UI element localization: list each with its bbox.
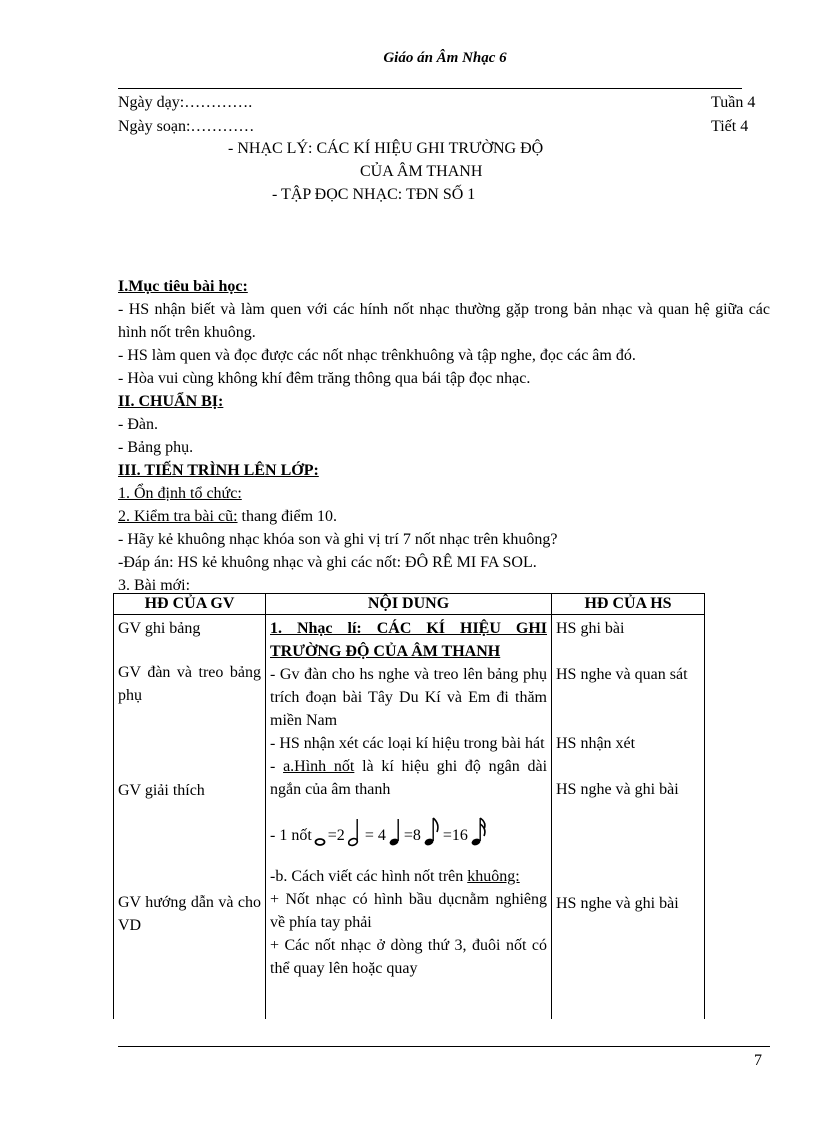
content-column <box>266 615 552 1020</box>
equals-2: =2 <box>327 827 345 844</box>
equals-4: = 4 <box>364 827 386 844</box>
header-divider <box>118 88 742 89</box>
table-header-row <box>114 594 705 615</box>
hs-activity-4: HS nghe và ghi bài <box>556 781 679 798</box>
gv-activity-2: GV đàn và treo bảng phụ <box>118 664 261 704</box>
eighth-note-icon <box>423 815 441 847</box>
notes-prefix: - 1 nốt <box>270 827 312 844</box>
table-row <box>114 615 705 1020</box>
step-2 <box>118 505 770 528</box>
objective-1: - HS nhận biết và làm quen với các hính nốt nhạc thường gặp trong bản nhạc và quan hệ giữa các hình nốt trên khuông. <box>118 301 770 341</box>
header-teacher-activity: HĐ CỦA GV <box>114 594 266 615</box>
footer-divider <box>118 1046 770 1047</box>
content-p5: + Nốt nhạc có hình bầu dụcnằm nghiêng về phía tay phải <box>270 891 547 931</box>
hs-activity-5: HS nghe và ghi bài <box>556 895 679 912</box>
gv-activity-3: GV giải thích <box>118 782 205 799</box>
content-p4: -b. Cách viết các hình nốt trên khuông: <box>270 868 520 885</box>
music-theory-title: 1. Nhạc lí: CÁC KÍ HIỆU GHI TRƯỜNG ĐỘ CỦA ÂM THANH <box>270 620 547 660</box>
content-p2: - HS nhận xét các loại kí hiệu trong bài hát <box>270 735 545 752</box>
lesson-title-line-3: - TẬP ĐỌC NHẠC: TĐN SỐ 1 <box>272 186 476 203</box>
whole-note-icon <box>314 835 326 847</box>
week-number: Tuần 4 <box>711 94 756 111</box>
step-2-label: 2. Kiểm tra bài cũ: <box>118 508 238 525</box>
prep-item-1: - Đàn. <box>118 416 158 433</box>
lesson-plan-table <box>113 593 705 1019</box>
student-activity-column <box>552 615 705 1020</box>
note-shape-term: a.Hình nốt <box>283 758 355 775</box>
process-heading: III. TIẾN TRÌNH LÊN LỚP: <box>118 462 319 479</box>
staff-writing-term: khuông: <box>467 868 520 885</box>
gv-activity-4: GV hướng dẫn và cho VD <box>118 894 261 934</box>
lesson-body <box>118 275 770 597</box>
page-number: 7 <box>754 1052 762 1069</box>
step-2-text: thang điểm 10. <box>237 508 338 525</box>
header-content: NỘI DUNG <box>266 594 552 615</box>
step-3: 3. Bài mới: <box>118 577 191 594</box>
equals-16: =16 <box>442 827 468 844</box>
hs-activity-3: HS nhận xét <box>556 735 636 752</box>
header-student-activity: HĐ CỦA HS <box>552 594 705 615</box>
lesson-title-line-1: - NHẠC LÝ: CÁC KÍ HIỆU GHI TRƯỜNG ĐỘ <box>228 140 544 157</box>
preparation-date: Ngày soạn:………… <box>118 118 255 135</box>
note-value-equation <box>270 807 547 847</box>
step-1: 1. Ổn định tổ chức: <box>118 485 242 502</box>
content-p1: - Gv đàn cho hs nghe và treo lên bảng phụ trích đoạn bài Tây Du Kí và Em đi thăm miền Nam <box>270 666 547 729</box>
equals-8: =8 <box>403 827 421 844</box>
running-header: Giáo án Âm Nhạc 6 <box>383 50 507 66</box>
quarter-note-icon <box>388 817 402 847</box>
review-answer: -Đáp án: HS kẻ khuông nhạc và ghi các nốt: ĐÔ RÊ MI FA SOL. <box>118 554 537 571</box>
content-p6: + Các nốt nhạc ở dòng thứ 3, đuôi nốt có thể quay lên hoặc quay <box>270 937 547 977</box>
preparation-heading: II. CHUẨN BỊ: <box>118 393 224 410</box>
hs-activity-2: HS nghe và quan sát <box>556 666 688 683</box>
objective-3: - Hòa vui cùng không khí đêm trăng thông qua bái tập đọc nhạc. <box>118 370 531 387</box>
lesson-title-line-2: CỦA ÂM THANH <box>360 163 483 180</box>
review-question: - Hãy kẻ khuông nhạc khóa son và ghi vị trí 7 nốt nhạc trên khuông? <box>118 531 558 548</box>
gv-activity-1: GV ghi bảng <box>118 620 201 637</box>
hs-activity-1: HS ghi bài <box>556 620 625 637</box>
teacher-activity-column <box>114 615 266 1020</box>
content-p3: - a.Hình nốt là kí hiệu ghi độ ngân dài ngắn của âm thanh <box>270 758 548 798</box>
prep-item-2: - Bảng phụ. <box>118 439 194 456</box>
period-number: Tiết 4 <box>711 118 749 135</box>
sixteenth-note-icon <box>470 815 488 847</box>
half-note-icon <box>347 817 363 847</box>
teaching-date: Ngày dạy:…………. <box>118 94 253 111</box>
objective-2: - HS làm quen và đọc được các nốt nhạc trênkhuông và tập nghe, đọc các âm đó. <box>118 347 636 364</box>
objectives-heading: I.Mục tiêu bài học: <box>118 278 248 295</box>
